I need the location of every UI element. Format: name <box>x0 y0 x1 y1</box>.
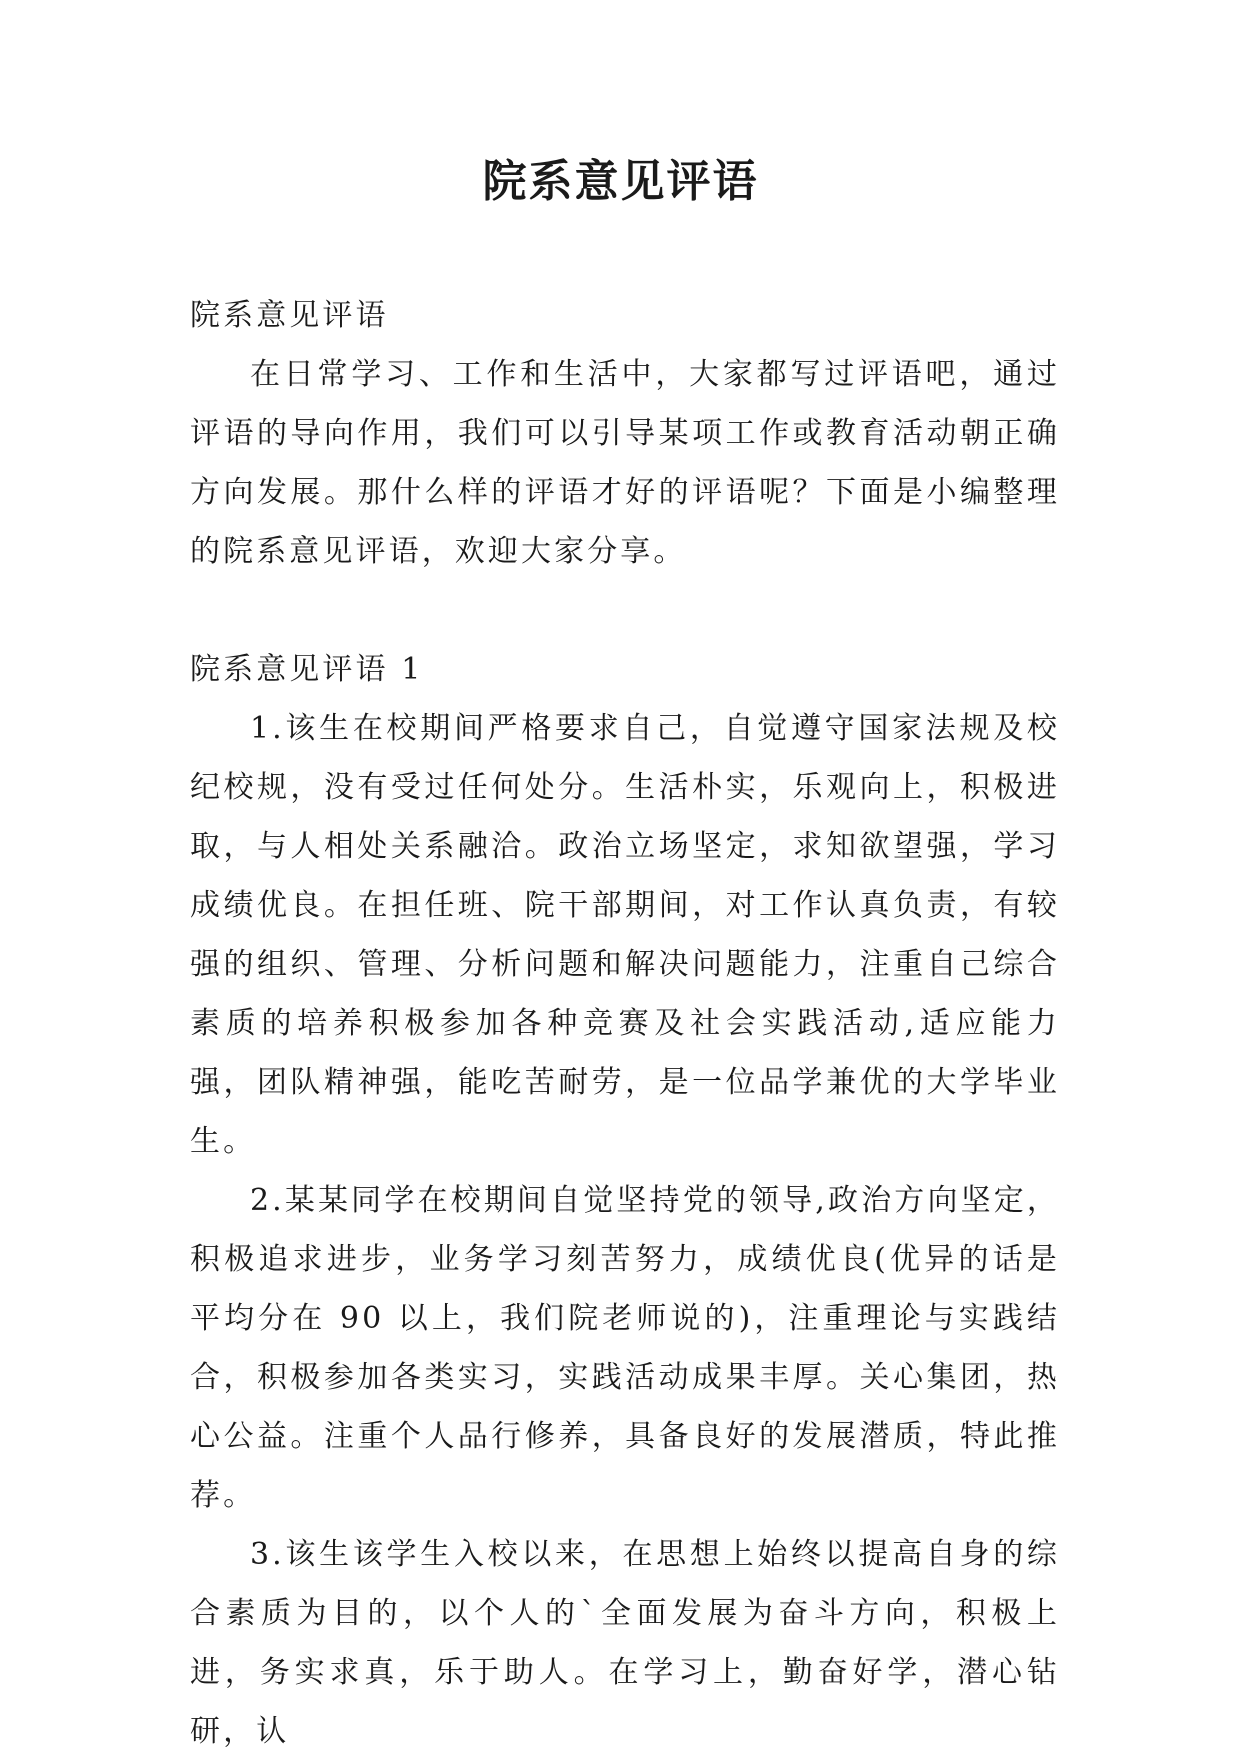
document-title: 院系意见评语 <box>482 156 759 207</box>
comment-item-3: 3.该生该学生入校以来，在思想上始终以提高自身的综合素质为目的，以个人的`全面发展为奋斗方向，积极上进，务实求真，乐于助人。在学习上，勤奋好学，潜心钻研，认 <box>190 1537 1060 1749</box>
comment-item-2: 2.某某同学在校期间自觉坚持党的领导,政治方向坚定，积极追求进步，业务学习刻苦努力，成绩优良(优异的话是平均分在 90 以上，我们院老师说的)，注重理论与实践结合，积极参加各类实习，实践活动成果丰厚。关心集团，热心公益。注重个人品行修养，具备良好的发展潜质，特此推荐。 <box>190 1183 1060 1513</box>
document-body <box>190 286 1060 1761</box>
section-heading: 院系意见评语 1 <box>190 652 424 687</box>
document-subtitle: 院系意见评语 <box>190 298 389 333</box>
intro-paragraph: 在日常学习、工作和生活中，大家都写过评语吧，通过评语的导向作用，我们可以引导某项工作或教育活动朝正确方向发展。那什么样的评语才好的评语呢？下面是小编整理的院系意见评语，欢迎大家分享。 <box>190 357 1060 569</box>
paragraph-spacer <box>190 581 1060 640</box>
comment-item-1: 1.该生在校期间严格要求自己，自觉遵守国家法规及校纪校规，没有受过任何处分。生活朴实，乐观向上，积极进取，与人相处关系融洽。政治立场坚定，求知欲望强，学习成绩优良。在担任班、院干部期间，对工作认真负责，有较强的组织、管理、分析问题和解决问题能力，注重自己综合素质的培养积极参加各种竞赛及社会实践活动,适应能力强，团队精神强，能吃苦耐劳，是一位品学兼优的大学毕业生。 <box>190 711 1060 1159</box>
